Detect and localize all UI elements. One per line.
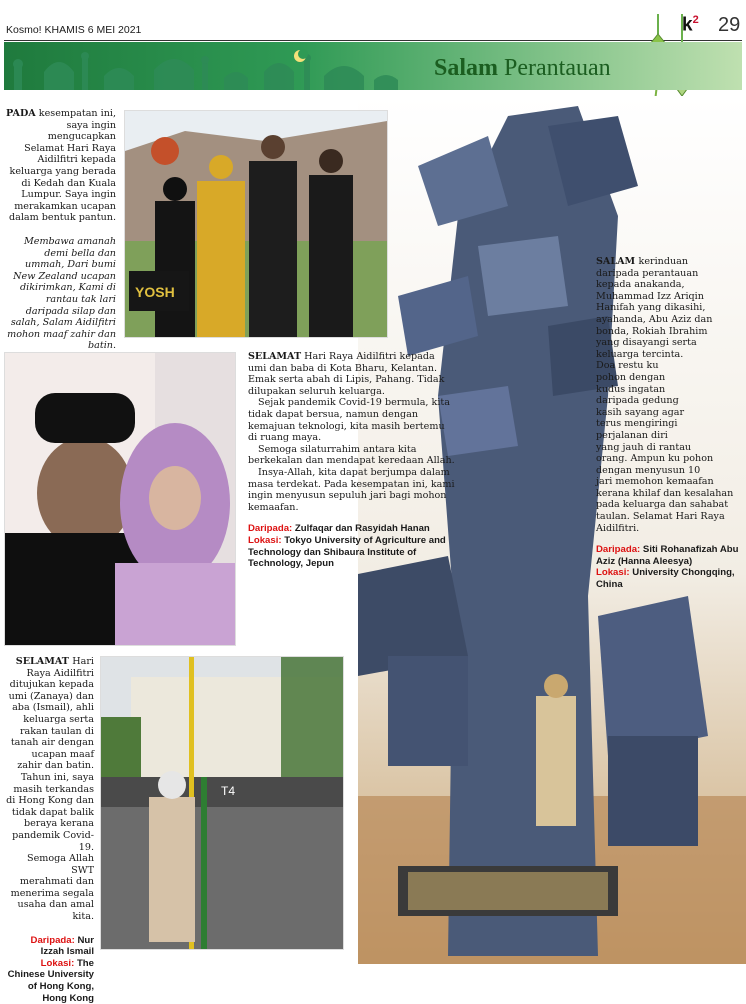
hongkong-line — [6, 656, 94, 668]
chongqing-line — [596, 360, 744, 372]
chongqing-line — [596, 372, 744, 384]
hongkong-line-text: menerima segala — [10, 887, 94, 899]
chongqing-line-text: yang jauh di rantau — [596, 441, 692, 453]
chongqing-line — [596, 384, 744, 396]
chongqing-line-text: perjalanan diri — [596, 429, 668, 441]
tokyo-p3: Semoga silaturrahim antara kita berkekalan dan mendapat keredaan Allah. — [248, 443, 455, 467]
chongqing-line-text: daripada gedung — [596, 395, 679, 407]
tokyo-lead: SELAMAT — [248, 351, 302, 362]
chongqing-line-text: keluarga tercinta. — [596, 348, 684, 360]
bus-sign-text: T4 — [221, 784, 236, 798]
chongqing-line-text: kepada anakanda, — [596, 279, 685, 291]
hongkong-line-text: tanah air dengan — [10, 737, 94, 749]
mosque-silhouette — [4, 42, 742, 90]
hongkong-line-text: rakan taulan di — [19, 725, 94, 737]
chongqing-line-text: taulan. Selamat Hari Raya — [596, 511, 725, 523]
tokyo-p2: Sejak pandemik Covid-19 bermula, kita tidak dapat bersua, namun dengan kemajuan teknologi, kita masih bertemu di ruang maya. — [248, 397, 450, 444]
hongkong-line-text: keluarga serta — [23, 713, 94, 725]
page-number: 29 — [718, 14, 741, 36]
chongqing-line — [596, 453, 744, 465]
hongkong-line — [6, 702, 94, 714]
hongkong-lead: SELAMAT — [15, 656, 73, 667]
chongqing-line — [596, 407, 744, 419]
tokyo-p1-text: Hari Raya Aidilfitri kepada umi dan baba di Kota Bharu, Kelantan. Emak serta abah di Lipis, Pahang. Tidak dilupakan seluruh keluarga. — [248, 351, 445, 397]
k2-logo-k: k — [682, 14, 693, 36]
chongqing-line — [596, 430, 744, 442]
chongqing-loc: University Chongqing, China — [596, 567, 735, 591]
tokyo-p1 — [248, 351, 456, 397]
hongkong-line-text: Raya Aidilfitri — [26, 667, 94, 679]
chongqing-line — [596, 291, 744, 303]
hongkong-line-text: di Hong Kong dan — [6, 795, 94, 807]
chongqing-line-text: kerana khilaf dan kesalahan — [596, 487, 734, 499]
auckland-lead: PADA — [6, 108, 36, 119]
hongkong-line — [6, 691, 94, 703]
chongqing-line — [596, 302, 744, 314]
section-title — [434, 55, 611, 82]
hongkong-line — [6, 760, 94, 772]
hongkong-from-label: Daripada: — [30, 934, 75, 946]
tokyo-from: Zulfaqar dan Rasyidah Hanan — [294, 523, 430, 535]
hongkong-line-text: Hari — [72, 656, 94, 667]
chongqing-story — [596, 256, 744, 591]
hongkong-line — [6, 668, 94, 680]
tokyo-selfie-photo — [4, 352, 236, 646]
chongqing-line-text: Hanifah yang dikasihi, — [596, 302, 706, 314]
chongqing-line — [596, 465, 744, 477]
hongkong-line — [6, 911, 94, 923]
chongqing-line-text: pohon dengan — [596, 371, 666, 383]
hongkong-line — [6, 714, 94, 726]
auckland-body — [6, 108, 116, 224]
chongqing-line — [596, 279, 744, 291]
tokyo-loc-label: Lokasi: — [248, 534, 282, 546]
hongkong-line — [6, 899, 94, 911]
hongkong-line — [6, 772, 94, 784]
chongqing-line-text: ayahanda, Abu Aziz dan — [596, 313, 713, 325]
chongqing-line-text: Doa restu ku — [596, 360, 659, 372]
chongqing-from: Siti Rohanafizah Abu Aziz (Hanna Aleesya) — [596, 544, 739, 567]
hongkong-line-text: kita. — [72, 911, 94, 923]
tokyo-p4: Insya-Allah, kita dapat berjumpa dalam masa terdekat. Pada kesempatan ini, kami ingin menyusun sepuluh jari bagi mohon kemaafan. — [248, 466, 455, 513]
chongqing-line-text: dengan menyusun 10 — [596, 464, 701, 476]
chongqing-line-text: kasih sayang agar — [596, 406, 685, 418]
hongkong-line — [6, 784, 94, 796]
k2-logo-sup: 2 — [692, 14, 699, 26]
chongqing-line-text: daripada perantauan — [596, 267, 699, 279]
chongqing-line — [596, 511, 744, 523]
chongqing-line — [596, 476, 744, 488]
hongkong-loc: The Chinese University of Hong Kong, Hong Kong — [7, 957, 94, 1004]
hongkong-line-text: tidak dapat balik — [11, 806, 94, 818]
hongkong-line-text: usaha dan amal — [17, 899, 94, 911]
tokyo-loc: Tokyo University of Agriculture and Technology dan Shibaura Institute of Technology, Jepun — [248, 534, 446, 570]
hongkong-line — [6, 726, 94, 738]
chongqing-line — [596, 256, 744, 268]
chongqing-line-text: jari memohon kemaafan — [596, 476, 714, 488]
chongqing-body — [596, 256, 744, 534]
hongkong-line — [6, 830, 94, 853]
hongkong-line-text: aba (Ismail), ahli — [12, 702, 94, 714]
chongqing-line-text: yang disayangi serta — [596, 337, 697, 349]
hongkong-line-text: pandemik Covid-19. — [12, 829, 94, 853]
masthead: Kosmo! KHAMIS 6 MEI 2021 — [6, 24, 142, 36]
auckland-pantun: Membawa amanah demi bella dan ummah, Dari bumi New Zealand ucapan dikirimkan, Kami di rantau tak lari daripada silap dan salah, Salam Aidilfitri mohon maaf zahir dan batin. — [7, 235, 116, 352]
section-title-bold: Salam — [434, 55, 499, 81]
hongkong-body — [6, 656, 94, 923]
section-banner — [4, 42, 742, 90]
chongqing-line-text: pada keluarga dan sahabat — [596, 499, 729, 511]
chongqing-lead: SALAM — [596, 256, 639, 267]
chongqing-line — [596, 314, 744, 326]
chongqing-credit — [596, 544, 744, 590]
hongkong-credit — [6, 935, 94, 1004]
chongqing-loc-label: Lokasi: — [596, 567, 630, 579]
chongqing-line-text: Muhammad Izz Ariqin — [596, 290, 704, 302]
hongkong-line-text: zahir dan batin. — [17, 760, 94, 772]
header-rule — [4, 40, 742, 41]
tokyo-story — [248, 351, 456, 570]
hongkong-line — [6, 749, 94, 761]
chongqing-line-text: orang. Ampun ku pohon — [596, 453, 714, 465]
hongkong-line-text: ditujukan kepada — [9, 679, 94, 691]
hongkong-from: Nur Izzah Ismail — [40, 934, 94, 958]
tokyo-from-label: Daripada: — [248, 523, 293, 535]
auckland-body-text: kesempatan ini, saya ingin mengucapkan Selamat Hari Raya Aidilfitri kepada keluarga yang berada di Kedah dan Kuala Lumpur. Saya ingin merakamkan ucapan dalam bentuk pantun. — [9, 108, 117, 224]
chongqing-line — [596, 349, 744, 361]
hongkong-line — [6, 853, 94, 876]
chongqing-line — [596, 395, 744, 407]
hongkong-line — [6, 818, 94, 830]
hongkong-line-text: masih terkandas — [13, 783, 94, 795]
hongkong-line-text: Semoga Allah SWT — [27, 853, 94, 876]
chongqing-line — [596, 499, 744, 511]
yosh-bag-text: YOSH — [135, 284, 175, 300]
hongkong-line — [6, 679, 94, 691]
chongqing-line — [596, 326, 744, 338]
chongqing-line — [596, 488, 744, 500]
hongkong-line — [6, 888, 94, 900]
chongqing-line-text: bonda, Rokiah Ibrahim — [596, 325, 708, 337]
hongkong-line — [6, 876, 94, 888]
hongkong-loc-label: Lokasi: — [40, 957, 75, 969]
chongqing-line — [596, 337, 744, 349]
hongkong-line — [6, 795, 94, 807]
hongkong-line-text: umi (Zanaya) dan — [8, 690, 94, 702]
tokyo-credit — [248, 523, 456, 569]
hongkong-line — [6, 737, 94, 749]
chongqing-line — [596, 523, 744, 535]
auckland-family-photo — [124, 110, 388, 338]
hongkong-line-text: beraya kerana — [23, 818, 94, 830]
hongkong-story — [6, 656, 94, 1004]
chongqing-line-text: terus mengiringi — [596, 418, 678, 430]
chongqing-line — [596, 442, 744, 454]
chongqing-line-text: kerinduan — [638, 256, 689, 267]
chongqing-from-label: Daripada: — [596, 544, 641, 556]
hongkong-line-text: ucapan maaf — [31, 748, 94, 760]
hongkong-line — [6, 807, 94, 819]
section-title-rest: Perantauan — [504, 55, 611, 81]
chongqing-line — [596, 268, 744, 280]
hongkong-line-text: Tahun ini, saya — [20, 771, 94, 783]
chongqing-line-text: kudus ingatan — [596, 383, 666, 395]
hongkong-street-photo — [100, 656, 344, 950]
chongqing-line — [596, 418, 744, 430]
hongkong-line-text: merahmati dan — [19, 876, 94, 888]
chongqing-line-text: Aidilfitri. — [596, 522, 640, 534]
